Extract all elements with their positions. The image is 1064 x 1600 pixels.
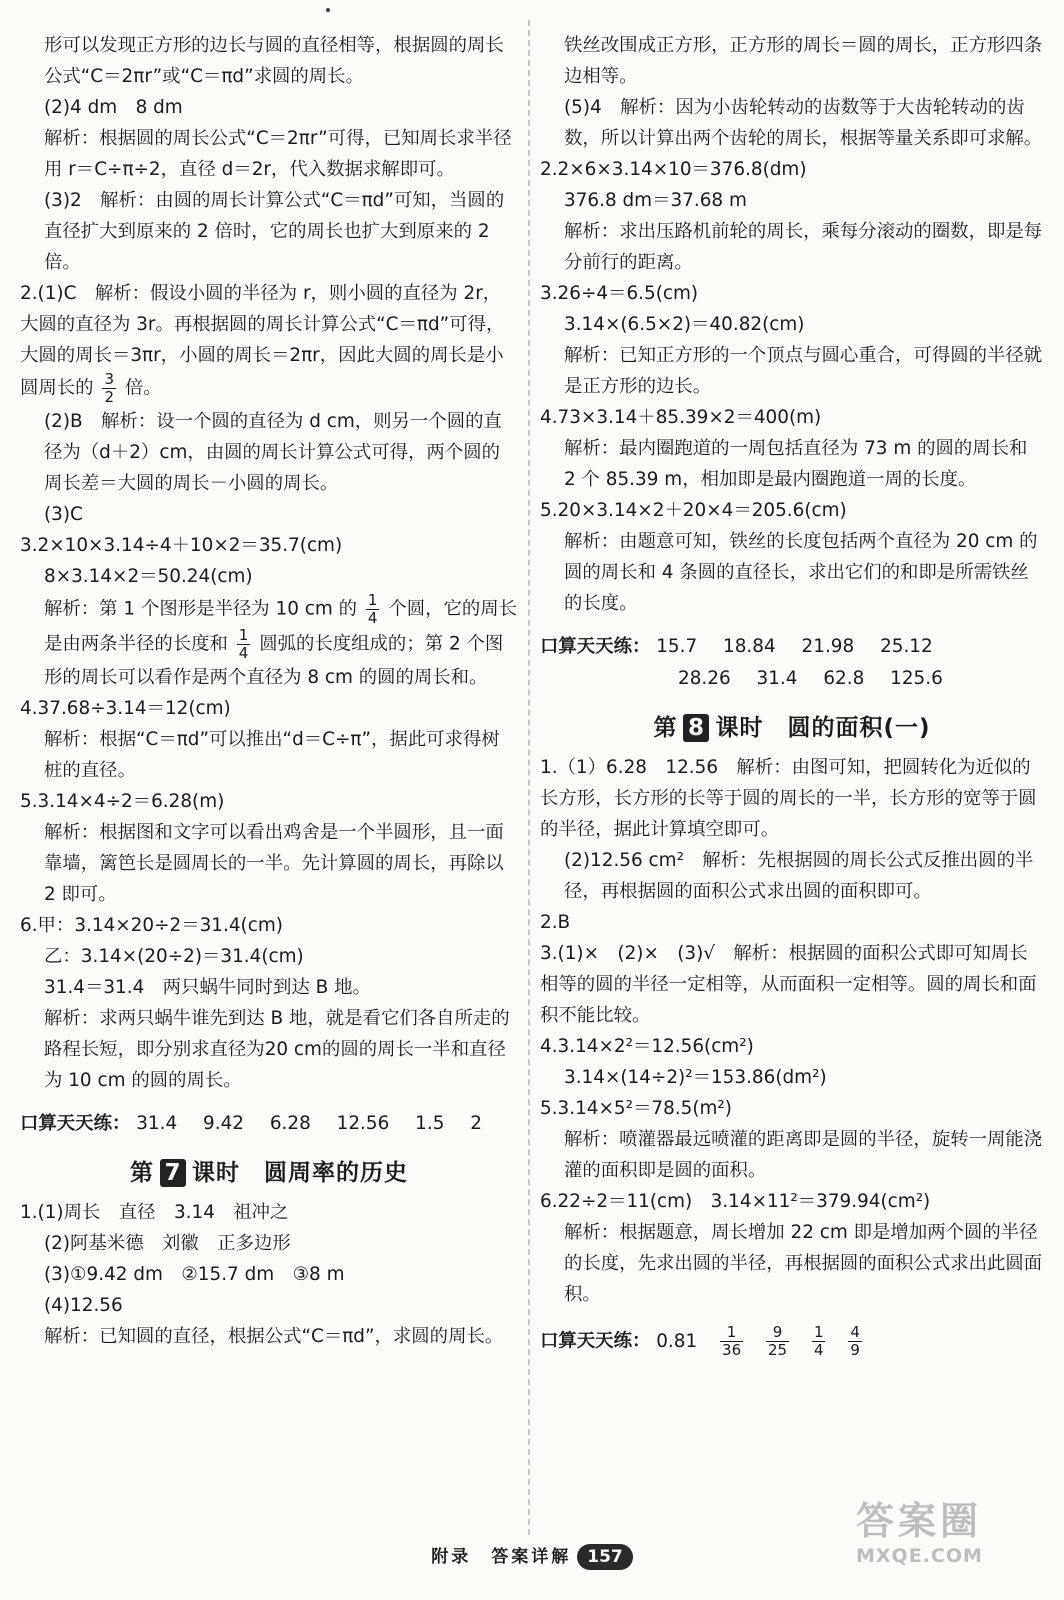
question-3c	[20, 592, 518, 693]
fraction-numerator: 1	[720, 1324, 743, 1342]
answer-line: (2)4 dm 8 dm	[44, 97, 183, 118]
footer-text: 附录 答案详解	[431, 1547, 572, 1567]
question-2a: 2.2×6×3.14×10＝376.8(dm)	[540, 159, 807, 180]
question-2c: (3)C	[44, 504, 83, 525]
l8-question-1b: (2)12.56 cm² 解析：先根据圆的周长公式反推出圆的半径，再根据圆的面积公式求出圆的面积即可。	[564, 850, 1034, 902]
lesson-number-badge: 7	[160, 1159, 186, 1187]
explanation: 解析：根据圆的周长公式“C＝2πr”可得，已知周长求半径用 r＝C÷π÷2，直径 d＝2r，代入数据求解即可。	[44, 128, 512, 180]
kousuan-value: 1.5	[415, 1113, 445, 1134]
kousuan-values	[656, 636, 953, 657]
kousuan-practice-2	[540, 1324, 1044, 1359]
fraction-denominator: 9	[850, 1341, 860, 1359]
fraction	[848, 1324, 862, 1359]
kousuan-practice	[540, 631, 1044, 695]
lesson-prefix: 第	[653, 715, 678, 741]
page-number-badge: 157	[577, 1544, 633, 1570]
kousuan-value: 125.6	[890, 668, 943, 689]
question-4b: 解析：最内圈跑道的一周包括直径为 73 m 的圆的周长和 2 个 85.39 m，相加即是最内圈跑道一周的长度。	[564, 438, 1028, 490]
kousuan-value: 21.98	[801, 636, 855, 657]
kousuan-value: 25.12	[880, 636, 933, 657]
question-2b: (2)B 解析：设一个圆的直径为 d cm，则另一个圆的直径为（d＋2）cm，由圆的周长计算公式可得，两个圆的周长差＝大圆的周长－小圆的周长。	[44, 411, 502, 494]
kousuan-value: 9.42	[203, 1113, 244, 1134]
fraction	[812, 1324, 826, 1359]
question-5a: 5.3.14×4÷2＝6.28(m)	[20, 791, 225, 812]
kousuan-row-1	[540, 631, 1044, 663]
fraction-denominator: 2	[104, 388, 114, 406]
lesson-number-badge: 8	[683, 714, 709, 742]
l7-question-4: (4)12.56	[44, 1295, 123, 1316]
kousuan-value: 31.4	[756, 668, 798, 689]
kousuan-label: 口算天天练：	[540, 636, 651, 657]
lesson-prefix: 第	[130, 1160, 154, 1186]
lesson-8-title	[540, 709, 1044, 742]
answer-line: (3)2 解析：由圆的周长计算公式“C＝πd”可知，当圆的直径扩大到原来的 2 倍时，它的周长也扩大到原来的 2 倍。	[44, 190, 505, 273]
fraction	[720, 1324, 743, 1359]
question-5b: 解析：由题意可知，铁丝的长度包括两个直径为 20 cm 的圆的周长和 4 条圆的直径长，求出它们的和即是所需铁丝的长度。	[564, 531, 1038, 614]
question-3c: 解析：已知正方形的一个顶点与圆心重合，可得圆的半径就是正方形的边长。	[564, 345, 1043, 397]
fraction-numerator: 9	[766, 1324, 789, 1342]
question-6d: 解析：求两只蜗牛谁先到达 B 地，就是看它们各自所走的路程长短，即分别求直径为20 cm的圆的周长一半和直径为 10 cm 的圆的周长。	[44, 1008, 510, 1091]
question-3a: 3.2×10×3.14÷4＋10×2＝35.7(cm)	[20, 535, 343, 556]
kousuan-row-2	[540, 663, 1044, 695]
question-4a: 4.37.68÷3.14＝12(cm)	[20, 698, 231, 719]
watermark-big-text: 答案圈	[856, 1499, 983, 1543]
l8-question-4b: 3.14×(14÷2)²＝153.86(dm²)	[564, 1067, 827, 1088]
question-5b: 解析：根据图和文字可以看出鸡舍是一个半圆形，且一面靠墙，篱笆长是圆周长的一半。先计算圆的周长，再除以 2 即可。	[44, 822, 504, 905]
question-6c: 31.4＝31.4 两只蜗牛同时到达 B 地。	[44, 977, 371, 998]
fraction-numerator: 3	[104, 370, 114, 388]
kousuan-value: 31.4	[136, 1113, 178, 1134]
question-2b: 376.8 dm＝37.68 m	[564, 190, 747, 211]
fraction	[237, 627, 251, 662]
column-divider	[528, 20, 530, 1535]
lesson-7-title	[20, 1154, 518, 1187]
fraction-numerator: 1	[813, 1323, 824, 1341]
l8-question-5b: 解析：喷灌器最远喷灌的距离即是圆的半径，旋转一周能浇灌的面积即是圆的面积。	[564, 1129, 1043, 1181]
fraction	[766, 1324, 789, 1359]
watermark-small-text: MXQE.COM	[856, 1545, 983, 1567]
kousuan-value: 62.8	[823, 668, 865, 689]
l8-question-2: 2.B	[540, 912, 571, 933]
lesson-title-text: 课时 圆的面积(一)	[715, 715, 931, 741]
kousuan-label: 口算天天练：	[540, 1330, 651, 1352]
question-4a: 4.73×3.14＋85.39×2＝400(m)	[540, 407, 822, 428]
kousuan-practice	[20, 1108, 518, 1140]
answer-line: (5)4 解析：因为小齿轮转动的齿数等于大齿轮转动的齿数，所以计算出两个齿轮的周长，根据等量关系即可求解。	[564, 97, 1043, 149]
fraction-denominator: 4	[367, 609, 378, 627]
kousuan-value: 28.26	[678, 668, 731, 689]
top-dot	[326, 8, 330, 12]
l8-question-3: 3.(1)× (2)× (3)√ 解析：根据圆的面积公式即可知周长相等的圆的半径一定相等，从而面积一定相等。圆的周长和面积不能比较。	[540, 943, 1037, 1026]
fraction-denominator: 4	[238, 644, 249, 662]
fraction-denominator: 25	[767, 1341, 788, 1359]
l7-explanation: 解析：已知圆的直径，根据公式“C＝πd”，求圆的周长。	[44, 1326, 504, 1347]
question-2a-text: 2.(1)C 解析：假设小圆的半径为 r，则小圆的直径为 2r，大圆的直径为 3r。再根据圆的周长计算公式“C＝πd”可得，大圆的周长＝3πr，小圆的周长＝2πr，因此大圆的周长是小圆周长的	[20, 283, 505, 399]
paragraph: 形可以发现正方形的边长与圆的直径相等，根据圆的周长公式“C＝2πr”或“C＝πd”求圆的周长。	[44, 35, 504, 87]
question-2a-tail: 倍。	[124, 377, 162, 399]
question-6b: 乙：3.14×(20÷2)＝31.4(cm)	[44, 946, 304, 967]
question-3b: 3.14×(6.5×2)＝40.82(cm)	[564, 314, 805, 335]
question-3a: 3.26÷4＝6.5(cm)	[540, 283, 699, 304]
fraction	[102, 371, 116, 406]
fraction-denominator: 36	[722, 1341, 742, 1359]
kousuan-value: 12.56	[336, 1113, 390, 1134]
kousuan-label: 口算天天练：	[20, 1113, 131, 1134]
l8-question-6b: 解析：根据题意，周长增加 22 cm 即是增加两个圆的半径的长度，先求出圆的半径，再根据圆的面积公式求出此圆面积。	[564, 1222, 1043, 1305]
lesson-title-text: 课时 圆周率的历史	[192, 1160, 408, 1186]
kousuan-value: 18.84	[723, 636, 776, 657]
fraction-denominator: 4	[813, 1341, 824, 1359]
kousuan-value: 6.28	[269, 1113, 311, 1134]
question-5a: 5.20×3.14×2＋20×4＝205.6(cm)	[540, 500, 847, 521]
question-2a	[20, 278, 518, 406]
kousuan-value: 15.7	[656, 636, 698, 657]
l8-question-1a: 1.（1）6.28 12.56 解析：由图可知，把圆转化为近似的长方形，长方形的长等于圆的周长的一半，长方形的宽等于圆的半径，据此计算填空即可。	[540, 757, 1037, 840]
q3c-part1: 解析：第 1 个图形是半径为 10 cm 的	[44, 598, 358, 620]
l8-question-5a: 5.3.14×5²＝78.5(m²)	[540, 1098, 732, 1119]
l8-question-4a: 4.3.14×2²＝12.56(cm²)	[540, 1036, 754, 1057]
l7-question-3: (3)①9.42 dm ②15.7 dm ③8 m	[44, 1264, 345, 1285]
fraction-numerator: 1	[367, 591, 378, 609]
l7-question-2: (2)阿基米德 刘徽 正多边形	[44, 1233, 291, 1254]
left-column	[20, 30, 518, 1352]
fraction-numerator: 4	[850, 1323, 860, 1341]
fraction-numerator: 1	[238, 626, 249, 644]
watermark-logo	[856, 1490, 1046, 1585]
kousuan-value: 0.81	[656, 1330, 698, 1352]
question-2c: 解析：求出压路机前轮的周长，乘每分滚动的圈数，即是每分前行的距离。	[564, 221, 1043, 273]
paragraph: 铁丝改围成正方形，正方形的周长＝圆的周长，正方形四条边相等。	[564, 35, 1043, 87]
l7-question-1: 1.(1)周长 直径 3.14 祖冲之	[20, 1202, 289, 1223]
l8-question-6a: 6.22÷2＝11(cm) 3.14×11²＝379.94(cm²)	[540, 1191, 931, 1212]
kousuan-value: 2	[470, 1113, 482, 1134]
fraction	[366, 592, 380, 627]
q3c-part3: 圆弧的长度组成的；第 2 个图形的周长可以看作是两个直径为 8 cm 的圆的周长和。	[44, 633, 504, 688]
right-column	[540, 30, 1044, 1359]
kousuan-values	[136, 1113, 502, 1134]
question-3b: 8×3.14×2＝50.24(cm)	[44, 566, 253, 587]
q3c-part2: 个圆，它的周长是由两条半径的长度和	[44, 598, 518, 655]
question-6a: 6.甲：3.14×20÷2＝31.4(cm)	[20, 915, 283, 936]
question-4b: 解析：根据“C＝πd”可以推出“d＝C÷π”，据此可求得树桩的直径。	[44, 729, 500, 781]
